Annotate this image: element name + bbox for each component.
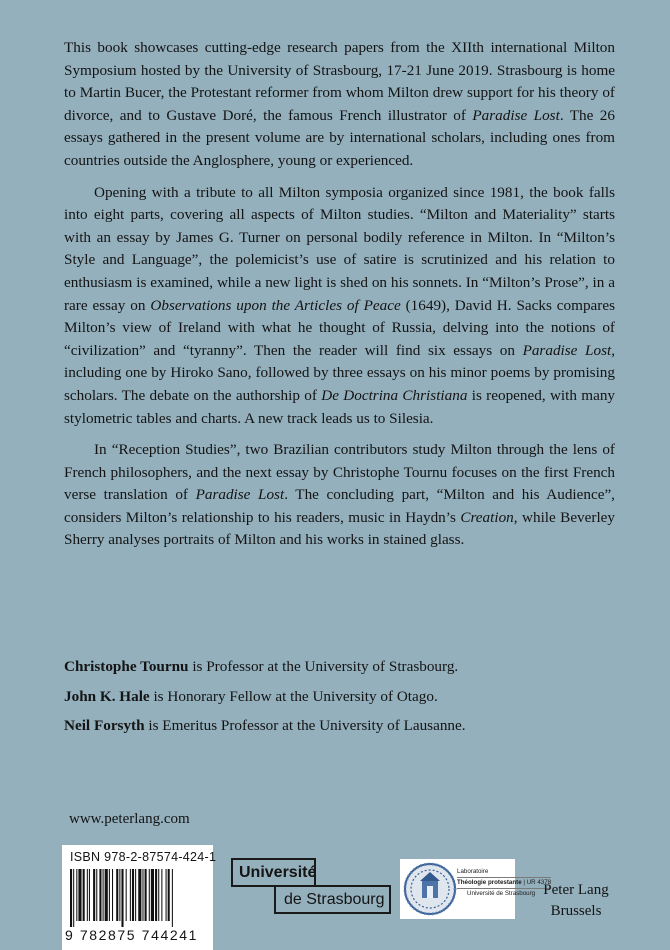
editor-bios bbox=[64, 656, 624, 745]
editor-description: is Honorary Fellow at the University of Otago. bbox=[149, 687, 438, 705]
barcode-bar bbox=[96, 869, 97, 921]
lab-line-2: Théologie protestante | UR 4378 bbox=[457, 878, 551, 889]
university-seal-icon bbox=[402, 859, 458, 919]
universite-de-strasbourg-logo bbox=[231, 858, 391, 914]
text-run: Opening with a tribute to all Milton symposia organized since 1981, the book falls into eight parts, covering all aspects of Milton studies. “Milton and Materiality” starts with an essay by James G. Turner on personal bodily reference in Milton. In “Milton’s Style and Language”, the polemicist’s use of satire is scrutinized and his relation to enthusiasm is examined, while a new light is shed on his sonnets. In “Milton’s Prose”, in a rare essay on bbox=[64, 183, 615, 314]
isbn-label: ISBN 978-2-87574-424-1 bbox=[70, 850, 217, 864]
publisher-website-link[interactable]: www.peterlang.com bbox=[69, 811, 190, 827]
barcode-bar bbox=[87, 869, 88, 921]
text-run: , while Beverley Sherry analyses portraits of Milton and his works in stained glass. bbox=[64, 508, 616, 549]
blurb-paragraph-3 bbox=[64, 439, 615, 552]
barcode-bar bbox=[76, 869, 77, 921]
barcode-bar bbox=[126, 869, 127, 921]
barcode-bar bbox=[73, 869, 74, 927]
barcode-bar bbox=[158, 869, 159, 921]
isbn-digits: 9 782875 744241 bbox=[65, 927, 198, 943]
logo-line-2: de Strasbourg bbox=[274, 885, 391, 914]
barcode-icon bbox=[66, 869, 209, 927]
editor-bio bbox=[64, 656, 624, 679]
blurb-paragraph-1 bbox=[64, 37, 615, 173]
italic-title: Paradise Lost bbox=[522, 341, 612, 359]
barcode-bar bbox=[138, 869, 141, 921]
barcode-bar bbox=[83, 869, 85, 921]
barcode-bar bbox=[99, 869, 101, 921]
barcode-bar bbox=[155, 869, 157, 921]
barcode-bar bbox=[109, 869, 110, 921]
barcode-bar bbox=[121, 869, 123, 927]
barcode-bar bbox=[93, 869, 95, 921]
barcode-bar bbox=[135, 869, 136, 921]
barcode-bar bbox=[70, 869, 72, 927]
publisher-imprint bbox=[536, 880, 616, 922]
blurb bbox=[64, 37, 615, 561]
italic-title: Observations upon the Articles of Peace bbox=[150, 296, 401, 314]
text-run: . The concluding part, “Milton and his Audience”, considers Milton’s relationship to his readers, music in Haydn’s bbox=[64, 486, 615, 526]
lab-line-1: Laboratoire bbox=[457, 867, 551, 878]
blurb-paragraph-2 bbox=[64, 182, 615, 431]
barcode-bar bbox=[78, 869, 81, 921]
barcode-bar bbox=[103, 869, 104, 921]
publisher-city: Brussels bbox=[550, 903, 602, 919]
italic-title: De Doctrina Christiana bbox=[321, 386, 468, 404]
editor-bio bbox=[64, 715, 624, 738]
laboratory-logo bbox=[400, 859, 552, 919]
barcode-bar bbox=[145, 869, 147, 921]
barcode-bar bbox=[116, 869, 118, 921]
text-run: . The 26 essays gathered in the present volume are by international scholars, including ones from countries outside the Anglosphere, young or experienced. bbox=[64, 106, 615, 169]
editor-name: Neil Forsyth bbox=[64, 717, 145, 735]
barcode-bar bbox=[119, 869, 120, 921]
text-run: , including one by Hiroko Sano, followed by three essays on his minor poems by promising scholars. The debate on the authorship of bbox=[64, 341, 615, 404]
editor-name: Christophe Tournu bbox=[64, 658, 189, 675]
barcode-bar bbox=[105, 869, 108, 921]
barcode-bar bbox=[166, 869, 167, 921]
lab-line-3: Université de Strasbourg bbox=[467, 889, 536, 897]
barcode-bar bbox=[151, 869, 154, 921]
editor-name: John K. Hale bbox=[64, 687, 150, 705]
editor-bio bbox=[64, 686, 624, 709]
barcode-bar bbox=[149, 869, 150, 921]
italic-title: Paradise Lost bbox=[195, 486, 285, 504]
text-run: In “Reception Studies”, two Brazilian contributors study Milton through the lens of French philosophers, and the next essay by Christophe Tournu focuses on the first French verse translation of bbox=[64, 441, 615, 504]
editor-description: is Professor at the University of Strasbourg. bbox=[188, 658, 459, 675]
isbn-barcode bbox=[62, 845, 217, 950]
text-run: (1649), David H. Sacks compares Milton’s view of Ireland with what he thought of Russia, delving into the notions of “civilization” and “tyranny”. Then the reader will find six essays on bbox=[64, 296, 616, 359]
italic-title: Paradise Lost bbox=[472, 106, 560, 124]
lab-name: Théologie protestante bbox=[457, 878, 522, 886]
lab-code: UR 4378 bbox=[526, 878, 552, 886]
barcode-bar bbox=[112, 869, 113, 921]
italic-title: Creation bbox=[460, 508, 514, 526]
barcode-bar bbox=[130, 869, 131, 921]
barcode-bar bbox=[142, 869, 143, 921]
text-run: is reopened, with many stylometric tables and charts. A new track leads us to Silesia. bbox=[64, 386, 616, 427]
barcode-bar bbox=[89, 869, 90, 921]
barcode-bar bbox=[172, 869, 173, 927]
barcode-bar bbox=[168, 869, 170, 921]
text-run: This book showcases cutting-edge research papers from the XIIth international Milton Symposium hosted by the University of Strasbourg, 17-21 June 2019. Strasbourg is home to Martin Bucer, the Protestant reformer from whom Milton drew support for his theory of divorce, and to Gustave Doré, the famous French illustrator of bbox=[64, 39, 615, 124]
publisher-name: Peter Lang bbox=[543, 882, 609, 898]
editor-description: is Emeritus Professor at the University of Lausanne. bbox=[144, 717, 466, 735]
logo-line-1: Université bbox=[231, 858, 316, 887]
barcode-bar bbox=[132, 869, 134, 921]
barcode-bar bbox=[161, 869, 162, 921]
